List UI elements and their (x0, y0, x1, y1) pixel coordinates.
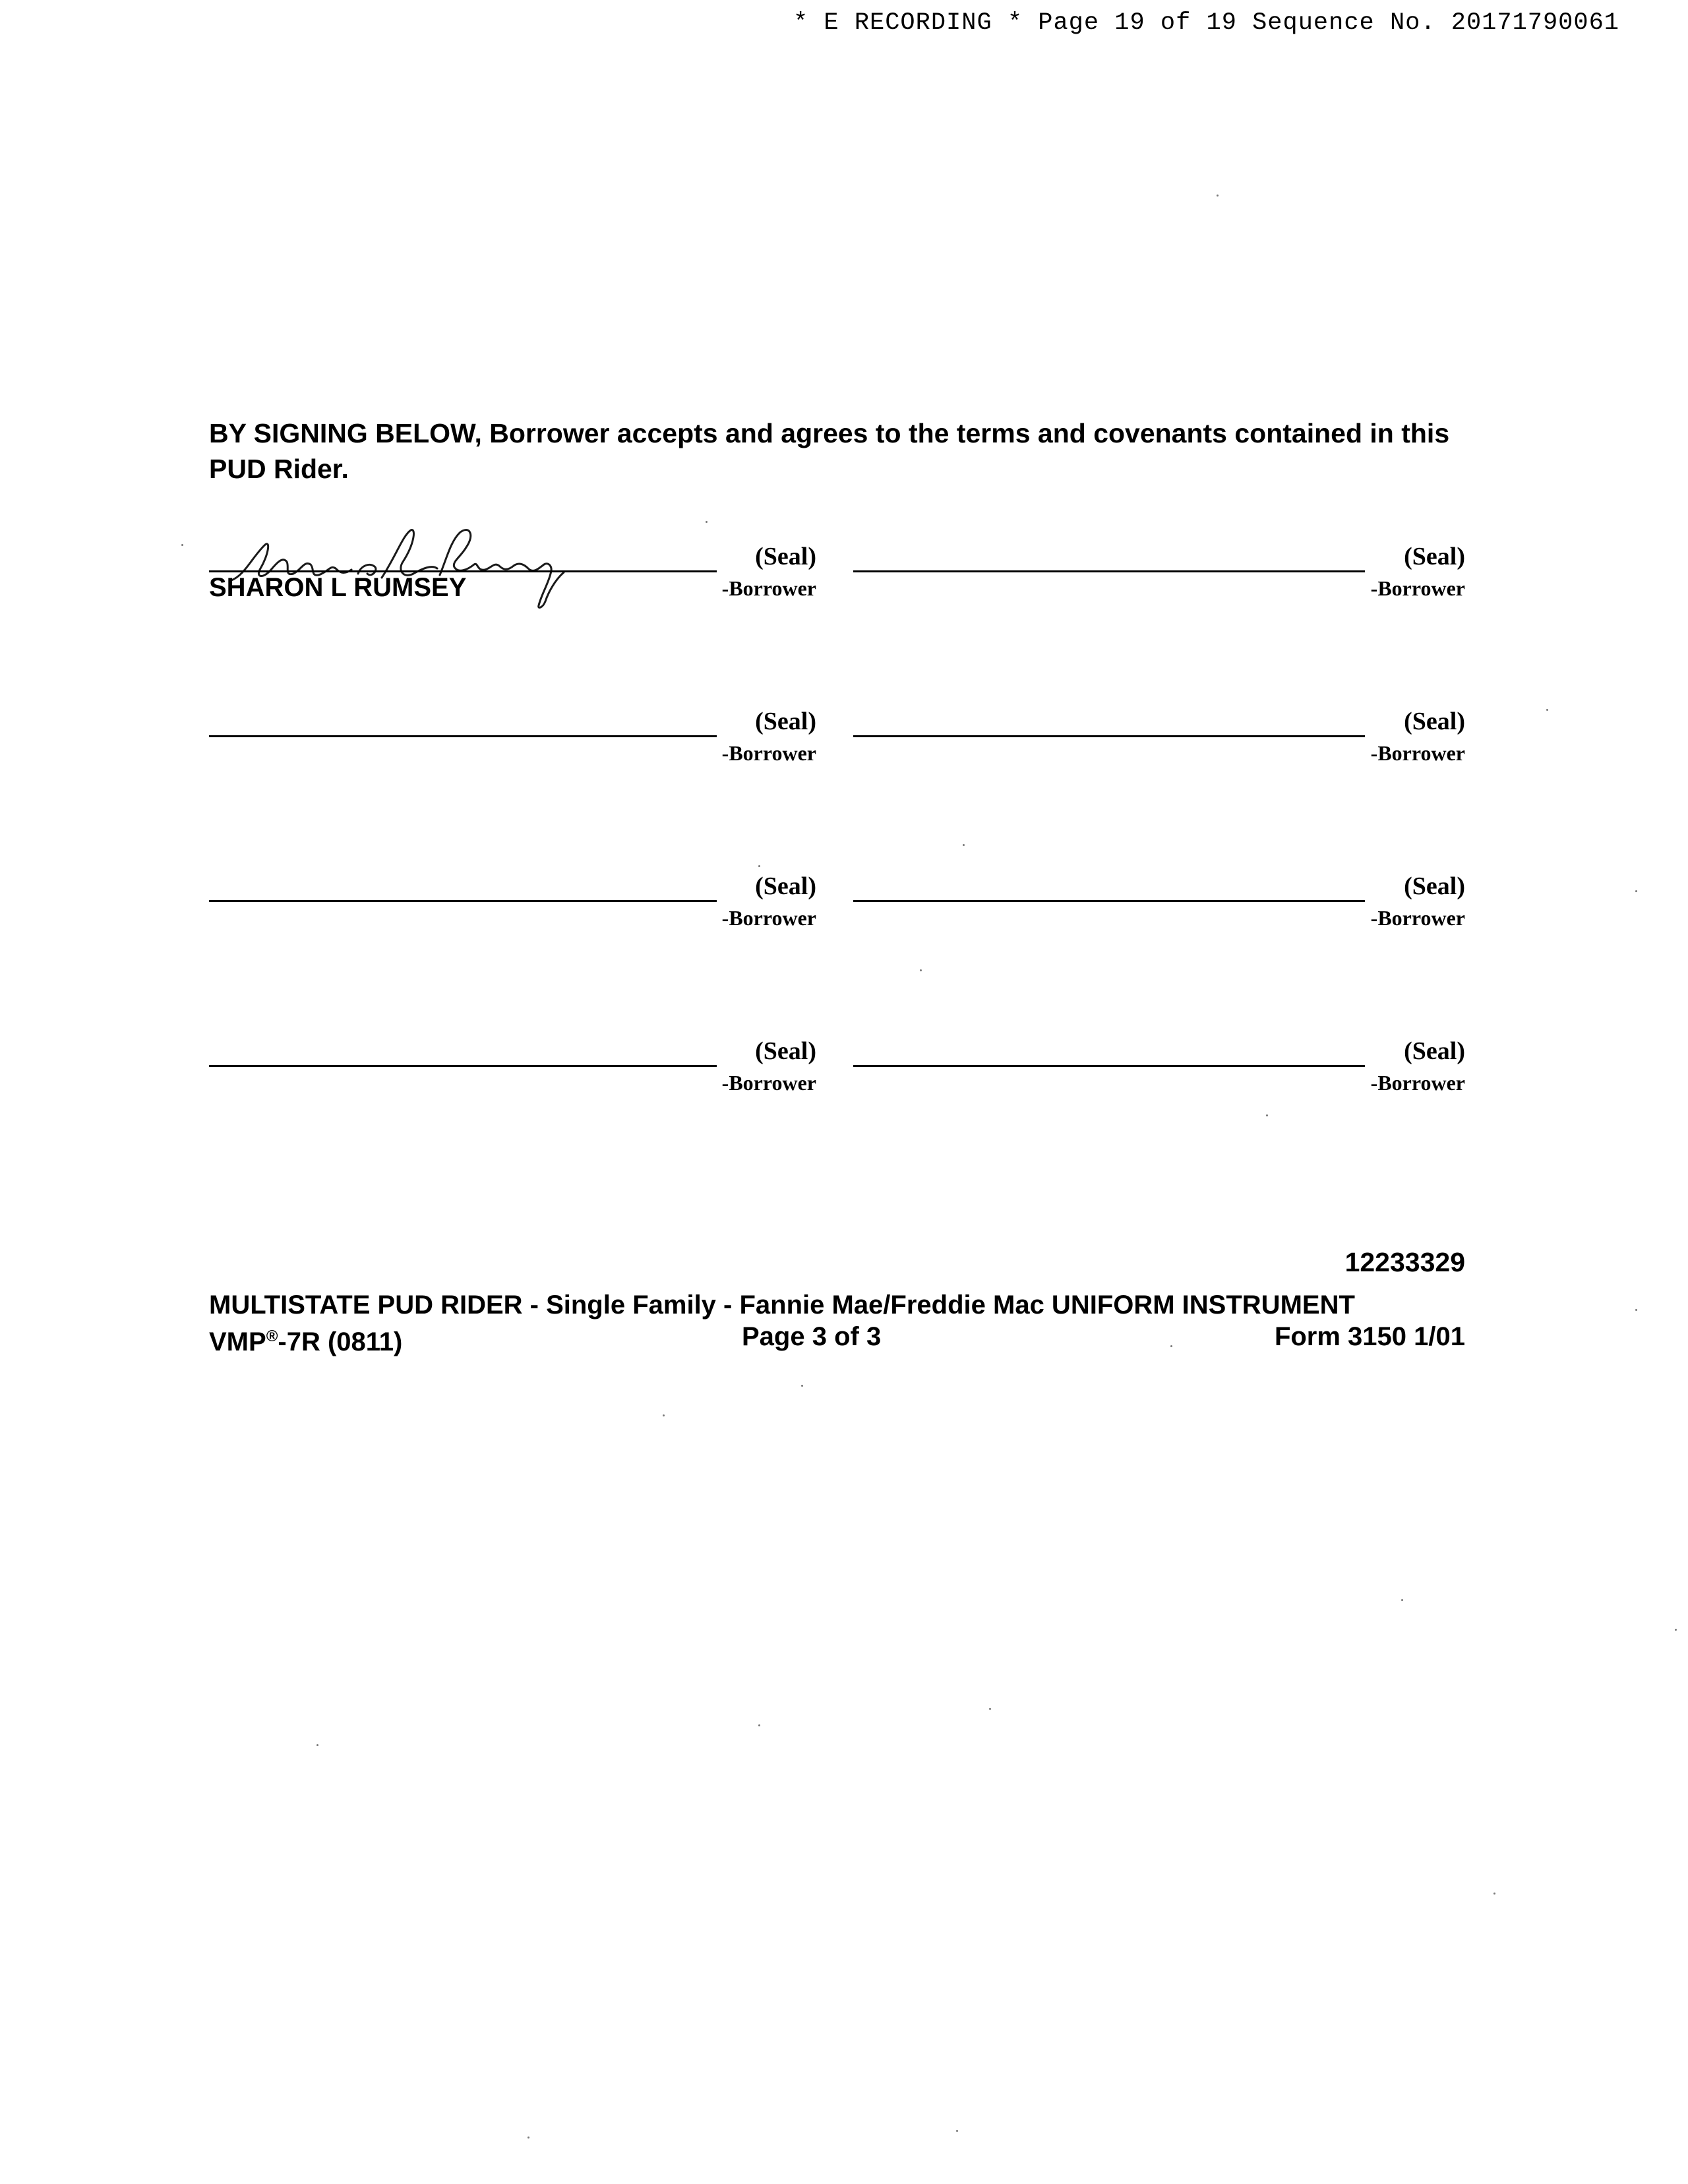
scan-speck (920, 969, 922, 971)
signature-line (209, 735, 717, 737)
seal-label: (Seal) (755, 543, 816, 570)
scan-speck (1635, 890, 1637, 892)
vmp-prefix: VMP (209, 1327, 266, 1356)
signature-block-borrower-2 (853, 542, 1465, 615)
scan-speck (706, 521, 708, 523)
signature-block-borrower-1 (209, 542, 816, 615)
signature-row-4 (209, 1037, 1465, 1109)
seal-label: (Seal) (755, 1037, 816, 1065)
borrower-label: -Borrower (721, 741, 816, 765)
agreement-statement: BY SIGNING BELOW, Borrower accepts and agrees to the terms and covenants contained in this PUD Rider. (209, 418, 1450, 484)
seal-label: (Seal) (1404, 1037, 1465, 1065)
scan-speck (801, 1385, 803, 1387)
seal-label: (Seal) (1404, 543, 1465, 570)
signature-block-borrower-3 (209, 707, 816, 779)
borrower-label: -Borrower (721, 1071, 816, 1095)
page-number: Page 3 of 3 (742, 1322, 882, 1351)
scan-speck (963, 844, 965, 846)
scan-speck (1401, 1599, 1403, 1601)
scan-speck (1266, 1114, 1268, 1116)
loan-number: 12233329 (1344, 1247, 1465, 1277)
scan-speck (1675, 1629, 1677, 1631)
seal-label: (Seal) (755, 872, 816, 900)
scan-speck (1546, 709, 1548, 711)
signature-block-borrower-8 (853, 1037, 1465, 1109)
signature-block-borrower-7 (209, 1037, 816, 1109)
scan-speck (181, 544, 183, 546)
scan-speck (758, 865, 760, 867)
signer-name: SHARON L RUMSEY (209, 573, 467, 602)
seal-label: (Seal) (1404, 708, 1465, 735)
form-number: Form 3150 1/01 (1274, 1322, 1465, 1351)
signature-block-borrower-5 (209, 872, 816, 944)
borrower-label: -Borrower (1370, 906, 1465, 930)
signature-line (853, 570, 1365, 572)
scan-speck (316, 1744, 318, 1746)
borrower-label: -Borrower (1370, 741, 1465, 765)
signature-line (853, 900, 1365, 902)
signature-line (209, 1065, 717, 1067)
signature-block-borrower-4 (853, 707, 1465, 779)
form-footer (209, 1321, 1465, 1354)
scan-speck (1493, 1893, 1495, 1895)
seal-label: (Seal) (1404, 872, 1465, 900)
signature-line (853, 735, 1365, 737)
borrower-label: -Borrower (1370, 1071, 1465, 1095)
scan-speck (989, 1708, 991, 1710)
signature-line (853, 1065, 1365, 1067)
vmp-code (209, 1321, 402, 1358)
signature-row-2 (209, 707, 1465, 779)
scan-speck (1635, 1309, 1637, 1311)
scan-speck (663, 1414, 665, 1416)
scan-speck (528, 2137, 529, 2138)
signature-block-borrower-6 (853, 872, 1465, 944)
borrower-label: -Borrower (1370, 576, 1465, 600)
seal-label: (Seal) (755, 708, 816, 735)
signature-row-1 (209, 542, 1465, 615)
signature-row-3 (209, 872, 1465, 944)
registered-mark: ® (266, 1327, 278, 1345)
borrower-label: -Borrower (721, 906, 816, 930)
signature-line (209, 900, 717, 902)
form-title: MULTISTATE PUD RIDER - Single Family - Fannie Mae/Freddie Mac UNIFORM INSTRUMENT (209, 1290, 1355, 1320)
vmp-suffix: -7R (0811) (278, 1327, 403, 1356)
borrower-label: -Borrower (721, 576, 816, 600)
scan-speck (758, 1724, 760, 1726)
scan-speck (956, 2130, 958, 2132)
scan-speck (1170, 1345, 1172, 1347)
scan-speck (1217, 195, 1219, 197)
recording-stamp: * E RECORDING * Page 19 of 19 Sequence No. 20171790061 (793, 9, 1619, 37)
